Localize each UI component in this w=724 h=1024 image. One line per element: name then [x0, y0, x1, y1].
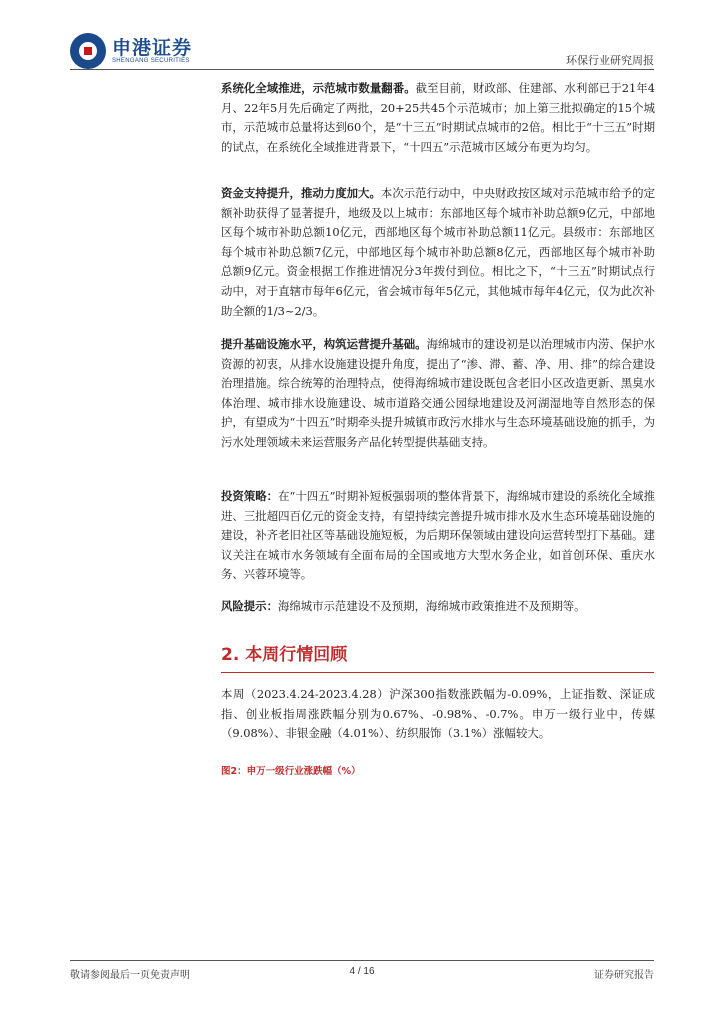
paragraph-investment-strategy: [221, 487, 655, 585]
footer-divider: [70, 960, 654, 961]
paragraph-body: 在“十四五”时期补短板强弱项的整体背景下，海绵城市建设的系统化全域推进、三批超四百亿元的资金支持，有望持续完善提升城市排水及水生态环境基础设施的建设，补齐老旧社区等基础设施短板，为后期环保领域由建设向运营转型打下基础。建议关注在城市水务领域有全面布局的全国或地方大型水务企业，如首创环保、重庆水务、兴蓉环境等。: [221, 489, 655, 582]
report-type: 环保行业研究周报: [566, 54, 654, 67]
paragraph-risk-warning: [221, 597, 655, 617]
page-number: 4 / 16: [349, 966, 375, 977]
section-divider: [221, 672, 654, 673]
footer-disclaimer: 敬请参阅最后一页免责声明: [70, 970, 190, 981]
paragraph-infrastructure: [221, 335, 655, 453]
paragraph-body: 截至目前，财政部、住建部、水利部已于21年4月、22年5月先后确定了两批，20+25共45个示范城市；加上第三批拟确定的15个城市，示范城市总量将达到60个，是“十三五”时期试点城市的2倍。相比于“十三五”时期的试点，在系统化全域推进背景下，“十四五”示范城市区域分布更为均匀。: [221, 81, 655, 154]
paragraph-market-review: 本周（2023.4.24-2023.4.28）沪深300指数涨跌幅为-0.09%，上证指数、深证成指、创业板指周涨跌幅分别为0.67%、-0.98%、-0.7%。申万一级行业中，传媒（9.08%）、非银金融（4.01%）、纺织服饰（3.1%）涨幅较大。: [221, 687, 655, 741]
paragraph-lead: 风险提示：: [221, 599, 278, 613]
figure-caption: 图2：申万一级行业涨跌幅（%）: [221, 766, 361, 777]
company-logo: [70, 33, 192, 69]
paragraph-body: 海绵城市示范建设不及预期，海绵城市政策推进不及预期等。: [277, 599, 586, 613]
logo-name-en: SHENGANG SECURITIES: [112, 58, 190, 64]
logo-name-cn: 申港证券: [112, 37, 193, 59]
paragraph-demonstration-cities: [221, 79, 655, 157]
paragraph-funding-support: [221, 184, 655, 321]
section-title: 2. 本周行情回顾: [221, 645, 348, 665]
paragraph-lead: 提升基础设施水平，构筑运营提升基础。: [221, 337, 427, 351]
paragraph-body: 海绵城市的建设初是以治理城市内涝、保护水资源的初衷，从排水设施建设提升角度，提出了“渗、滞、蓄、净、用、排”的综合建设治理措施。综合统筹的治理特点，使得海绵城市建设既包含老旧小区改造更新、黑臭水体治理、城市排水设施建设、城市道路交通公园绿地建设及河湖湿地等自然形态的保护，有望成为“十四五”时期牵头提升城镇市政污水排水与生态环境基础设施的抓手，为污水处理领域未来运营服务产品化转型提供基础支持。: [221, 337, 655, 449]
paragraph-lead: 资金支持提升，推动力度加大。: [221, 186, 381, 200]
footer-label: 证券研究报告: [594, 970, 654, 981]
paragraph-lead: 投资策略：: [221, 489, 279, 503]
logo-mark-icon: [70, 33, 106, 69]
header-divider: [70, 69, 654, 70]
paragraph-body: 本次示范行动中，中央财政按区域对示范城市给予的定额补助获得了显著提升，地级及以上城市：东部地区每个城市补助总额9亿元，中部地区每个城市补助总额10亿元，西部地区每个城市补助总额11亿元。县级市：东部地区每个城市补助总额7亿元，中部地区每个城市补助总额8亿元，西部地区每个城市补助总额9亿元。资金根据工作推进情况分3年拨付到位。相比之下，“十三五”时期试点行动中，对于直辖市每年6亿元，省会城市每年5亿元，其他城市每年4亿元，仅为此次补助全额的1/3~2/3。: [221, 186, 655, 318]
paragraph-lead: 系统化全域推进，示范城市数量翻番。: [221, 81, 416, 95]
